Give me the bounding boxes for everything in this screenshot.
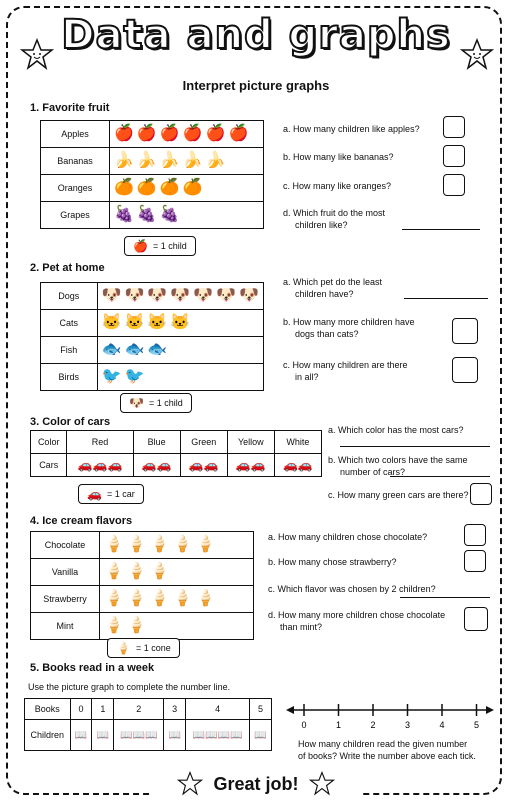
picture-icon: 🍌 (182, 152, 203, 169)
picture-icon: 🐶 (147, 287, 168, 304)
book-icon: 📖 (230, 729, 243, 741)
s1-answer-d[interactable] (402, 229, 480, 230)
number-line-label: 5 (473, 720, 480, 730)
picture-icon: 🐱 (147, 314, 168, 331)
picture-icon: 🐶 (239, 287, 259, 304)
graph-row (41, 175, 264, 202)
picture-icon: 🍌 (136, 152, 157, 169)
cars-picture-graph (30, 430, 322, 477)
pet-key-label: = 1 child (148, 398, 183, 408)
s3-question-c: c. How many green cars are there? (328, 490, 469, 500)
graph-row (41, 337, 264, 364)
car-icon: 🚗 (92, 458, 108, 472)
row-label: Books (25, 699, 71, 720)
picture-icon: 🍌 (205, 152, 226, 169)
picture-icon: 🍇 (114, 206, 134, 223)
s3-answer-c[interactable] (470, 483, 492, 505)
picture-icon: 🍊 (136, 179, 157, 196)
picture-icon: 🍇 (159, 206, 180, 223)
picture-icon: 🍦 (126, 590, 147, 607)
book-icon: 📖 (74, 729, 88, 741)
picture-icon: 🍎 (182, 125, 203, 142)
book-icon: 📖 (192, 729, 206, 741)
books-value: 3 (164, 699, 186, 720)
row-icons (110, 121, 264, 148)
picture-icon: 🍊 (114, 179, 134, 196)
row-icons (100, 532, 254, 559)
car-icon: 🚗 (250, 458, 266, 472)
page-subtitle: Interpret picture graphs (182, 78, 330, 93)
row-icons (110, 148, 264, 175)
car-icon: 🚗 (107, 458, 123, 472)
car-cell (133, 454, 180, 477)
s2-question-c: c. How many children are there (283, 360, 408, 370)
s3-question-a: a. Which color has the most cars? (328, 425, 464, 435)
picture-icon: 🐦 (101, 368, 122, 385)
s3-answer-a[interactable] (340, 446, 490, 447)
books-value: 4 (186, 699, 250, 720)
car-icon: 🚗 (141, 458, 157, 472)
children-cell (92, 720, 114, 751)
picture-icon: 🍦 (172, 536, 193, 553)
picture-icon: 🐱 (101, 314, 122, 331)
s4-answer-d[interactable] (464, 607, 488, 631)
star-icon-footer-right (309, 771, 335, 797)
picture-icon: 🍦 (104, 617, 124, 634)
picture-icon: 🐟 (147, 341, 168, 358)
book-icon: 📖 (205, 729, 218, 741)
row-icons (100, 586, 254, 613)
row-icons (100, 559, 254, 586)
row-icons (100, 613, 254, 640)
icecream-picture-graph (30, 531, 254, 640)
section4-heading: 4. Ice cream flavors (30, 515, 133, 527)
picture-icon: 🍎 (228, 125, 249, 142)
row-icons (110, 175, 264, 202)
header-cell: Green (180, 431, 227, 454)
picture-icon: 🍊 (159, 179, 180, 196)
s2-answer-a[interactable] (404, 298, 488, 299)
picture-icon: 🍊 (182, 179, 203, 196)
row-label: Strawberry (31, 586, 100, 613)
fruit-key (124, 236, 196, 256)
picture-icon: 🍦 (149, 536, 170, 553)
row-label: Fish (41, 337, 98, 364)
car-icon: 🚗 (87, 487, 102, 501)
picture-icon: 🍦 (195, 536, 216, 553)
cone-key-label: = 1 cone (135, 643, 171, 653)
children-cell (250, 720, 272, 751)
books-row (25, 699, 272, 720)
row-label: Birds (41, 364, 98, 391)
car-cell (180, 454, 227, 477)
books-value: 5 (250, 699, 272, 720)
s4-question-b: b. How many chose strawberry? (268, 557, 397, 567)
row-icons (110, 202, 264, 229)
car-key-label: = 1 car (106, 489, 135, 499)
row-label: Chocolate (31, 532, 100, 559)
car-icon: 🚗 (297, 458, 313, 472)
great-job-text: Great job! (213, 773, 299, 794)
s4-answer-c[interactable] (400, 597, 490, 598)
picture-icon: 🍌 (159, 152, 180, 169)
pet-picture-graph (40, 282, 264, 391)
fruit-key-label: = 1 child (152, 241, 187, 251)
picture-icon: 🐟 (124, 341, 145, 358)
book-icon: 📖 (120, 729, 133, 741)
book-icon: 📖 (254, 729, 267, 741)
row-icons (97, 364, 263, 391)
book-icon: 📖 (168, 729, 181, 741)
children-row (25, 720, 272, 751)
picture-icon: 🐶 (124, 287, 145, 304)
dog-icon: 🐶 (129, 396, 144, 410)
s1-answer-c[interactable] (443, 174, 465, 196)
graph-row (41, 148, 264, 175)
picture-icon: 🍦 (104, 590, 124, 607)
row-label: Grapes (41, 202, 110, 229)
s2-question-a-cont: children have? (295, 289, 354, 299)
children-cell (70, 720, 92, 751)
s1-question-d: d. Which fruit do the most (283, 208, 386, 218)
picture-icon: 🍦 (149, 590, 170, 607)
s2-question-b: b. How many more children have (283, 317, 415, 327)
car-key (78, 484, 144, 504)
picture-icon: 🐶 (216, 287, 237, 304)
picture-icon: 🍦 (126, 563, 147, 580)
s1-question-c: c. How many like oranges? (283, 181, 392, 191)
row-label: Apples (41, 121, 110, 148)
car-icon: 🚗 (188, 458, 204, 472)
book-icon: 📖 (145, 729, 158, 741)
book-icon: 📖 (217, 729, 231, 741)
ice-cream-cone-icon: 🍦 (116, 641, 131, 655)
s4-answer-b[interactable] (464, 550, 486, 572)
row-label: Vanilla (31, 559, 100, 586)
s3-answer-b[interactable] (390, 476, 490, 477)
car-icon: 🚗 (282, 458, 298, 472)
graph-row (41, 364, 264, 391)
s2-question-c-cont: in all? (295, 372, 319, 382)
row-label: Dogs (41, 283, 98, 310)
books-value: 1 (92, 699, 114, 720)
cars-header-row (31, 431, 322, 454)
book-icon: 📖 (132, 729, 146, 741)
book-icon: 📖 (96, 729, 110, 741)
s2-question-b-cont: dogs than cats? (295, 329, 359, 339)
row-label: Children (25, 720, 71, 751)
s4-answer-a[interactable] (464, 524, 486, 546)
picture-icon: 🐱 (170, 314, 191, 331)
s4-question-d: d. How many more children chose chocolate (268, 610, 446, 620)
picture-icon: 🍦 (126, 536, 147, 553)
picture-icon: 🍦 (126, 617, 147, 634)
s2-answer-b[interactable] (452, 318, 478, 344)
number-line-label: 3 (404, 720, 411, 730)
picture-icon: 🐱 (124, 314, 145, 331)
picture-icon: 🐶 (170, 287, 191, 304)
picture-icon: 🍦 (172, 590, 193, 607)
s1-question-a: a. How many children like apples? (283, 124, 420, 134)
children-cell (186, 720, 250, 751)
s4-question-a: a. How many children chose chocolate? (268, 532, 428, 542)
s3-question-b: b. Which two colors have the same (328, 455, 468, 465)
graph-row (41, 310, 264, 337)
row-icons (97, 310, 263, 337)
section3-heading: 3. Color of cars (30, 416, 111, 428)
books-picture-graph (24, 698, 272, 751)
fruit-picture-graph (40, 120, 264, 229)
number-line-label: 0 (301, 720, 307, 730)
pet-key (120, 393, 192, 413)
children-cell (164, 720, 186, 751)
picture-icon: 🍦 (104, 563, 124, 580)
s5-note-line1: How many children read the given number (298, 739, 468, 749)
cone-key (107, 638, 180, 658)
header-cell: Blue (133, 431, 180, 454)
number-line-label: 1 (335, 720, 342, 730)
section2-heading: 2. Pet at home (30, 262, 105, 274)
picture-icon: 🐶 (101, 287, 122, 304)
s1-question-b: b. How many like bananas? (283, 152, 394, 162)
page-title: Data and graphs (61, 12, 451, 58)
s1-answer-a[interactable] (443, 116, 465, 138)
s2-question-a: a. Which pet do the least (283, 277, 383, 287)
picture-icon: 🍎 (205, 125, 226, 142)
number-line (286, 700, 496, 736)
s5-instruction: Use the picture graph to complete the number line. (28, 682, 231, 692)
car-icon: 🚗 (156, 458, 172, 472)
graph-row (31, 613, 254, 640)
graph-row (31, 559, 254, 586)
picture-icon: 🍦 (104, 536, 124, 553)
graph-row (31, 532, 254, 559)
row-label: Cars (31, 454, 67, 477)
s3-question-b-cont: number of cars? (340, 467, 406, 477)
row-icons (97, 337, 263, 364)
s2-answer-c[interactable] (452, 357, 478, 383)
graph-row (31, 586, 254, 613)
cars-row (31, 454, 322, 477)
s1-question-d-cont: children like? (295, 220, 348, 230)
car-icon: 🚗 (235, 458, 251, 472)
picture-icon: 🐦 (124, 368, 145, 385)
books-value: 0 (70, 699, 92, 720)
graph-row (41, 202, 264, 229)
graph-row (41, 283, 264, 310)
car-cell (227, 454, 274, 477)
books-value: 2 (114, 699, 164, 720)
row-label: Cats (41, 310, 98, 337)
picture-icon: 🍎 (114, 125, 134, 142)
picture-icon: 🍌 (114, 152, 134, 169)
number-line-label: 4 (439, 720, 445, 730)
picture-icon: 🍎 (159, 125, 180, 142)
picture-icon: 🍦 (195, 590, 216, 607)
footer (150, 768, 362, 800)
car-icon: 🚗 (203, 458, 219, 472)
s4-question-d-cont: than mint? (280, 622, 323, 632)
header-cell: Color (31, 431, 67, 454)
picture-icon: 🍦 (149, 563, 170, 580)
row-icons (97, 283, 263, 310)
car-cell (67, 454, 133, 477)
picture-icon: 🍇 (136, 206, 157, 223)
star-icon-footer-left (177, 771, 203, 797)
section5-heading: 5. Books read in a week (30, 662, 155, 674)
row-label: Oranges (41, 175, 110, 202)
picture-icon: 🍎 (136, 125, 157, 142)
picture-icon: 🐟 (101, 341, 122, 358)
section1-heading: 1. Favorite fruit (30, 102, 110, 114)
picture-icon: 🐶 (193, 287, 214, 304)
s1-answer-b[interactable] (443, 145, 465, 167)
graph-row (41, 121, 264, 148)
header-cell: White (274, 431, 321, 454)
header-cell: Red (67, 431, 133, 454)
children-cell (114, 720, 164, 751)
row-label: Mint (31, 613, 100, 640)
s5-note-line2: of books? Write the number above each tick. (298, 751, 476, 761)
row-label: Bananas (41, 148, 110, 175)
apple-icon: 🍎 (133, 239, 148, 253)
car-cell (274, 454, 321, 477)
number-line-label: 2 (370, 720, 376, 730)
car-icon: 🚗 (77, 458, 93, 472)
header-cell: Yellow (227, 431, 274, 454)
s4-question-c: c. Which flavor was chosen by 2 children? (268, 584, 436, 594)
